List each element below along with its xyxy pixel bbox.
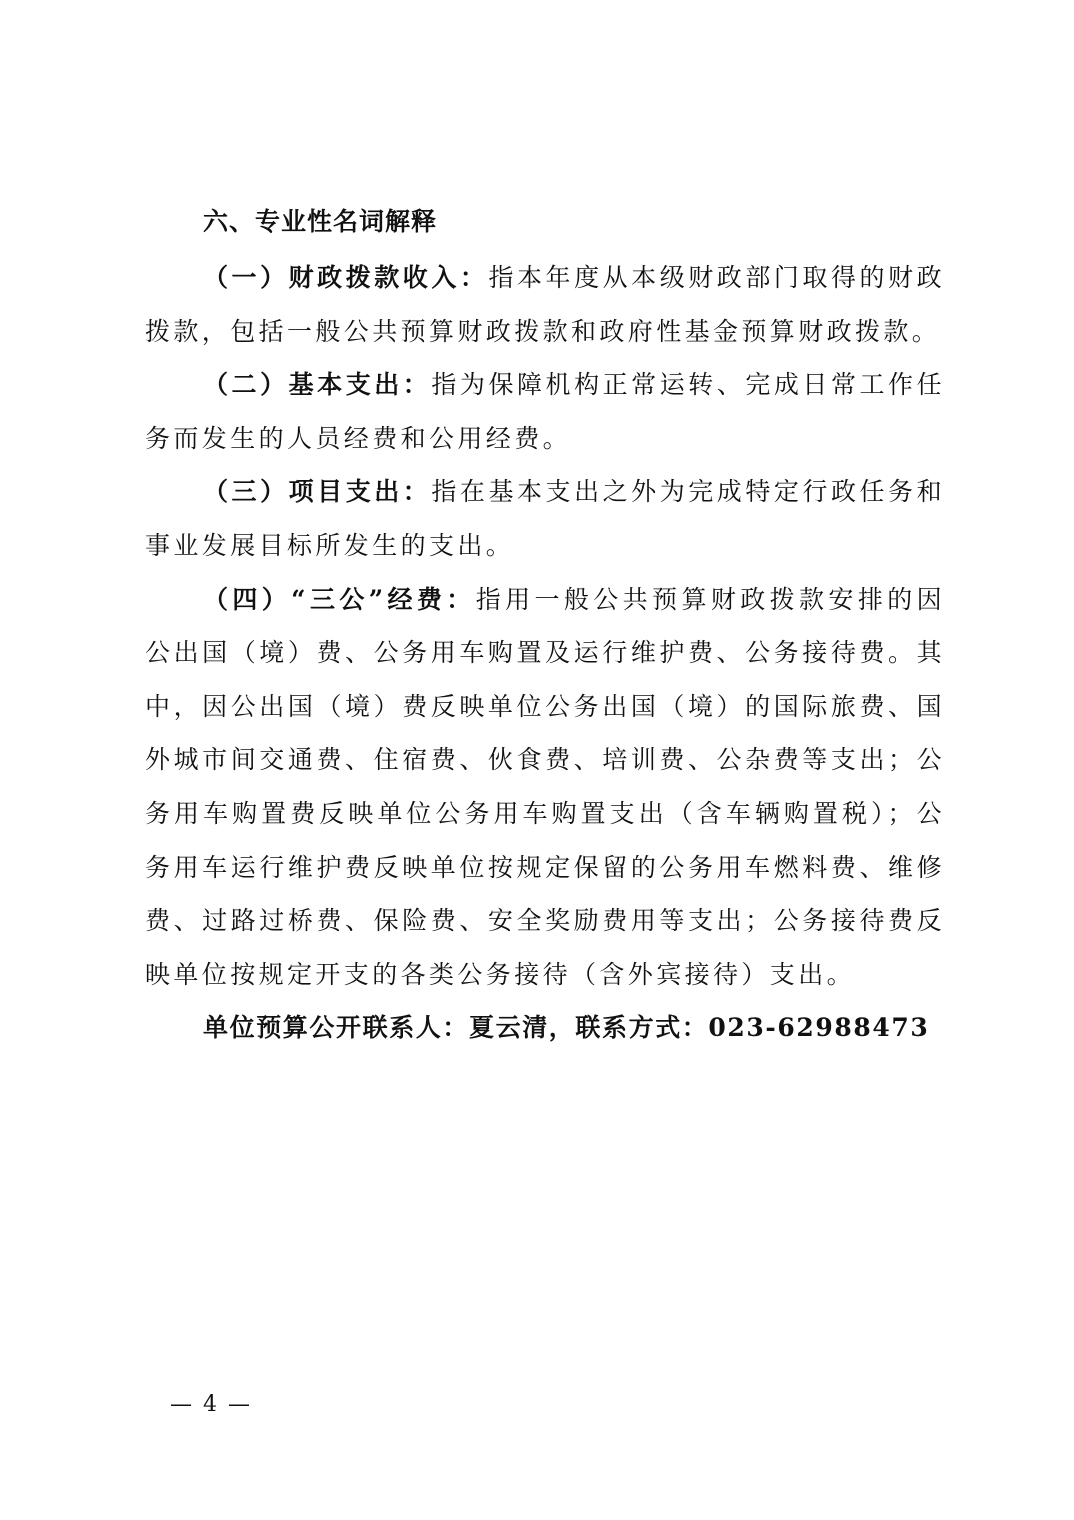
definition-term: （一）财政拨款收入： — [203, 263, 489, 292]
definition-text: 指为保障机构正常运转、完成日常工作任务而发生的人员经费和公用经费。 — [145, 370, 946, 453]
section-title: 六、专业性名词解释 — [203, 207, 438, 236]
definition-term: （三）项目支出： — [203, 477, 432, 507]
definition-term: （四）“三公”经费： — [203, 584, 476, 614]
definition-paragraph-1 — [145, 251, 945, 358]
page-number: — 4 — — [170, 1392, 252, 1417]
definition-text: 指本年度从本级财政部门取得的财政拨款，包括一般公共预算财政拨款和政府性基金预算财政拨款。 — [145, 263, 945, 346]
contact-line: 单位预算公开联系人：夏云清，联系方式：023-62988473 — [203, 1013, 930, 1043]
definition-text: 指用一般公共预算财政拨款安排的因公出国（境）费、公务用车购置及运行维护费、公务接待费。其中，因公出国（境）费反映单位公务出国（境）的国际旅费、国外城市间交通费、住宿费、伙食费、培训费、公杂费等支出；公务用车购置费反映单位公务用车购置支出（含车辆购置税）；公务用车运行维护费反映单位按规定保留的公务用车燃料费、维修费、过路过桥费、保险费、安全奖励费用等支出；公务接待费反映单位按规定开支的各类公务接待（含外宾接待）支出。 — [145, 584, 946, 989]
definition-paragraph-4 — [145, 573, 945, 1002]
definition-paragraph-2 — [145, 358, 945, 465]
definition-term: （二）基本支出： — [203, 370, 432, 400]
definition-paragraph-3 — [145, 465, 945, 572]
definition-text: 指在基本支出之外为完成特定行政任务和事业发展目标所发生的支出。 — [145, 477, 946, 560]
document-body — [145, 190, 945, 1055]
